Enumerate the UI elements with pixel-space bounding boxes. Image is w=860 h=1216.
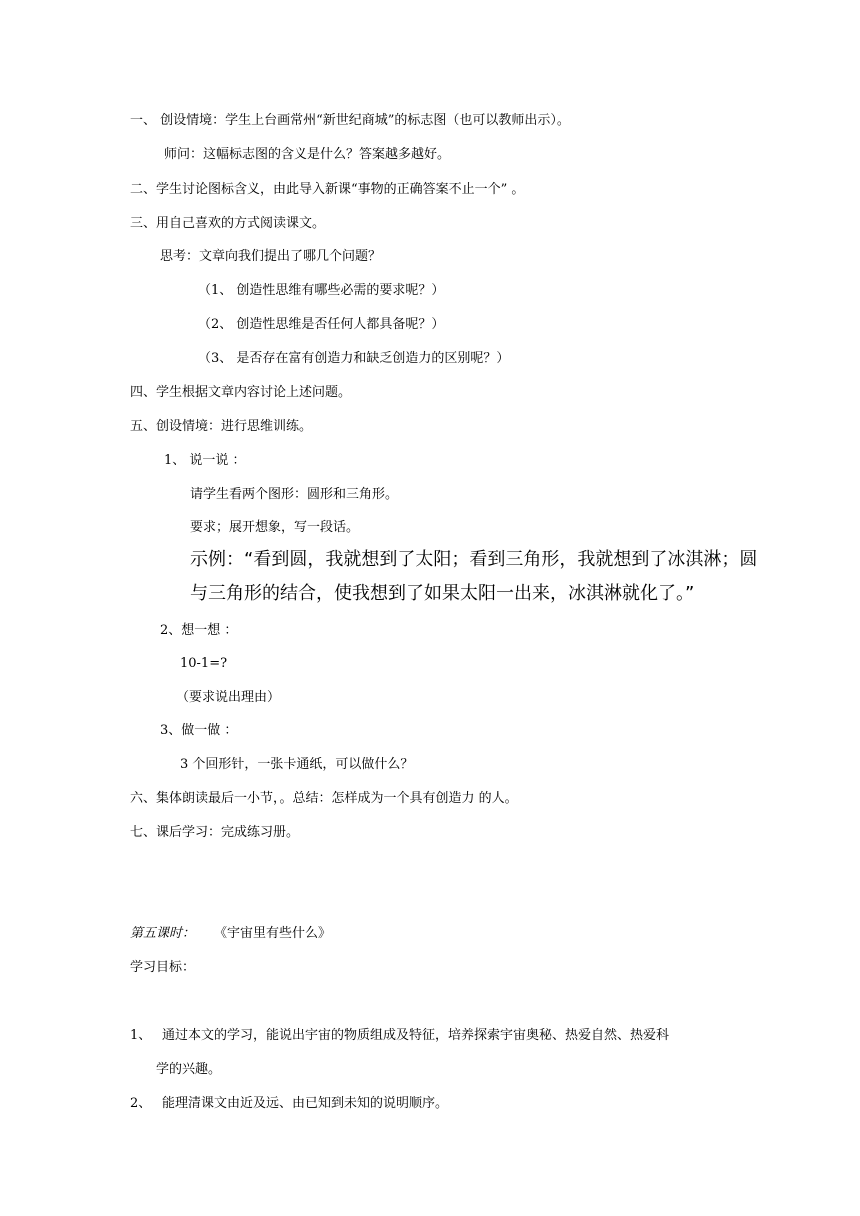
step-3-think: 思考：文章向我们提出了哪几个问题？ xyxy=(160,249,382,264)
task-1: 1、 说一说 ： xyxy=(164,453,246,468)
task-1-instruction: 请学生看两个图形：圆形和三角形。 xyxy=(190,487,399,502)
goal-1-text: 通过本文的学习，能说出宇宙的物质组成及特征，培养探索宇宙奥秘、热爱自然、热爱科 xyxy=(162,1028,670,1043)
task-1-requirement: 要求；展开想象，写一段话。 xyxy=(190,520,360,535)
question-2: （2、 创造性思维是否任何人都具备呢？） xyxy=(198,317,445,332)
task-3: 3、做一做 ： xyxy=(160,723,238,738)
task-2-note: （要求说出理由） xyxy=(176,690,281,705)
step-1-question: 师问：这幅标志图的含义是什么？答案越多越好。 xyxy=(164,147,451,162)
task-2-problem: 10-1=? xyxy=(180,656,228,671)
goal-1-number: 1、 xyxy=(130,1028,152,1043)
step-6: 六、集体朗读最后一小节，。总结：怎样成为一个具有创造力 的人。 xyxy=(130,791,518,806)
goals-heading: 学习目标： xyxy=(130,960,196,975)
example-line-2: 与三角形的结合，使我想到了如果太阳一出来，冰淇淋就化了。” xyxy=(190,583,695,604)
step-5: 五、创设情境：进行思维训练。 xyxy=(130,419,313,434)
step-1: 一、 创设情境：学生上台画常州“新世纪商城”的标志图（也可以教师出示）。 xyxy=(130,113,570,128)
task-2: 2、想一想 ： xyxy=(160,623,238,638)
goal-2-number: 2、 xyxy=(130,1096,152,1111)
question-3: （3、 是否存在富有创造力和缺乏创造力的区别呢？） xyxy=(198,351,510,366)
step-3: 三、用自己喜欢的方式阅读课文。 xyxy=(130,216,326,231)
goal-1-continuation: 学的兴趣。 xyxy=(156,1062,222,1077)
goal-2-text: 能理清课文由近及远、由已知到未知的说明顺序。 xyxy=(162,1096,449,1111)
step-2: 二、学生讨论图标含义，由此导入新课“事物的正确答案不止一个” 。 xyxy=(130,182,525,197)
task-3-question: 3 个回形针，一张卡通纸，可以做什么？ xyxy=(180,757,414,772)
lesson-title: 《宇宙里有些什么》 xyxy=(214,926,332,941)
step-7: 七、课后学习：完成练习册。 xyxy=(130,825,300,840)
example-line-1: 示例：“看到圆，我就想到了太阳；看到三角形，我就想到了冰淇淋；圆 xyxy=(190,549,758,570)
lesson-label: 第五课时： xyxy=(130,926,196,941)
question-1: （1、 创造性思维有哪些必需的要求呢？） xyxy=(198,283,445,298)
step-4: 四、学生根据文章内容讨论上述问题。 xyxy=(130,385,352,400)
